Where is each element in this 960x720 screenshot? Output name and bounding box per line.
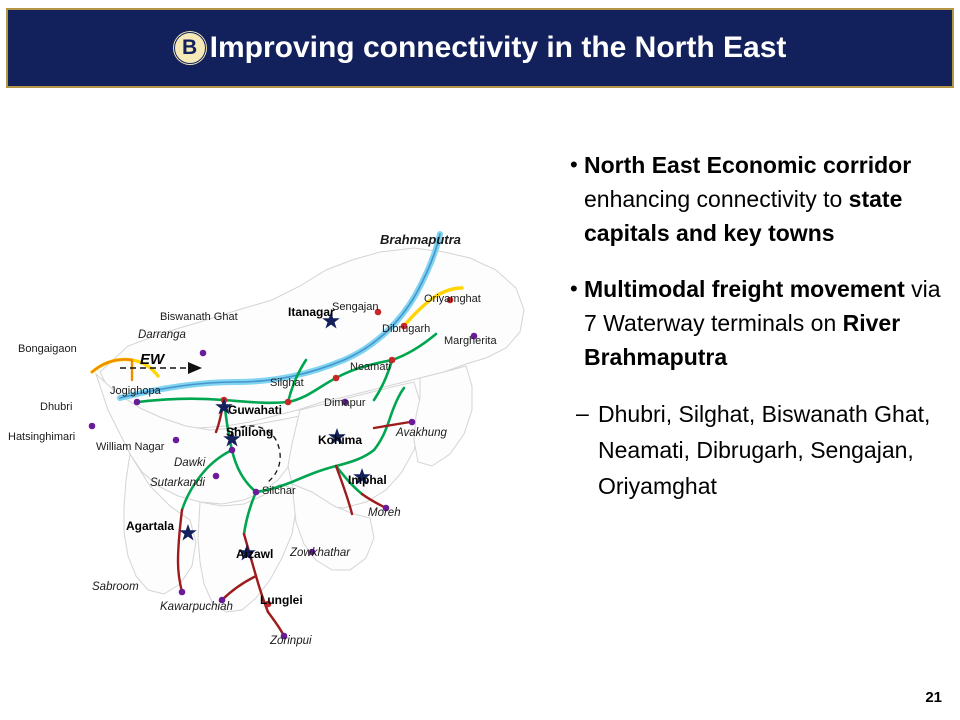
capital-label-aizawl: Aizawl (236, 547, 274, 561)
town-label-jogighopa: Jogighopa (110, 385, 161, 397)
bullet-item-2 (570, 272, 950, 374)
town-label-sabroom: Sabroom (92, 581, 139, 593)
sub-bullet-item (570, 396, 950, 504)
bullet-1-segment-3: state capitals and key towns (584, 186, 903, 246)
town-label-avakhung: Avakhung (396, 427, 447, 439)
town-label-bongaigaon: Bongaigaon (18, 343, 77, 355)
town-label-sengajan: Sengajan (332, 301, 379, 313)
town-label-oriyamghat: Oriyamghat (424, 293, 481, 305)
bullet-2-segment-3: River Brahmaputra (584, 310, 901, 370)
bullet-1-segment-1: North East Economic corridor (584, 152, 912, 178)
page-number: 21 (925, 689, 942, 706)
town-label-hatsinghimari: Hatsinghimari (8, 431, 76, 443)
bullet-text-2 (584, 272, 950, 374)
town-label-zowkhathar: Zowkhathar (290, 547, 351, 559)
bullet-marker: • (570, 276, 578, 301)
sub-bullet-marker: – (576, 400, 589, 426)
town-label-dimapur: Dimapur (324, 397, 366, 409)
page-title: Improving connectivity in the North East (209, 31, 787, 64)
town-label-biswanath-ghat: Biswanath Ghat (160, 311, 238, 323)
town-label-silchar: Silchar (262, 485, 296, 497)
town-label-william-nagar: William Nagar (96, 441, 165, 453)
title-inner (174, 31, 787, 65)
capital-label-itanagar: Itanagar (288, 305, 335, 319)
river-label: Brahmaputra (380, 232, 461, 247)
bullet-2-segment-2: via 7 Waterway terminals on (584, 276, 941, 336)
capital-label-shillong: Shillong (226, 425, 274, 439)
town-label-moreh: Moreh (368, 507, 401, 519)
town-label-silghat: Silghat (270, 377, 304, 389)
town-label-dawki: Dawki (174, 457, 206, 469)
capital-label-agartala: Agartala (126, 519, 175, 533)
capital-label-guwahati: Guwahati (228, 403, 283, 417)
section-badge-icon: B (174, 32, 206, 64)
town-label-lunglei: Lunglei (260, 593, 303, 607)
bullet-text-1 (584, 148, 950, 250)
town-label-neamati: Neamati (350, 361, 391, 373)
content-column (570, 148, 950, 504)
capital-label-kohima: Kohima (318, 433, 363, 447)
bullet-2-segment-1: Multimodal freight movement (584, 276, 912, 302)
town-label-kawarpuchiah: Kawarpuchiah (160, 601, 233, 613)
map-svg (0, 110, 570, 670)
sub-bullet-text: Dhubri, Silghat, Biswanath Ghat, Neamati, Dibrugarh, Sengajan, Oriyamghat (598, 401, 931, 499)
ew-corridor-label: EW (140, 351, 165, 368)
bullet-marker: • (570, 152, 578, 177)
town-label-sutarkandi: Sutarkandi (150, 477, 205, 489)
bullet-item-1 (570, 148, 950, 250)
town-label-darranga: Darranga (138, 329, 186, 341)
capital-label-imphal: Imphal (348, 473, 387, 487)
slide-title-banner (6, 8, 954, 88)
town-label-zorinpui: Zorinpui (270, 635, 312, 647)
town-label-dhubri: Dhubri (40, 401, 73, 413)
town-label-margherita: Margherita (444, 335, 497, 347)
bullet-1-segment-2: enhancing connectivity to (584, 186, 849, 212)
town-label-dibrugarh: Dibrugarh (382, 323, 431, 335)
north-east-connectivity-map (0, 110, 570, 670)
